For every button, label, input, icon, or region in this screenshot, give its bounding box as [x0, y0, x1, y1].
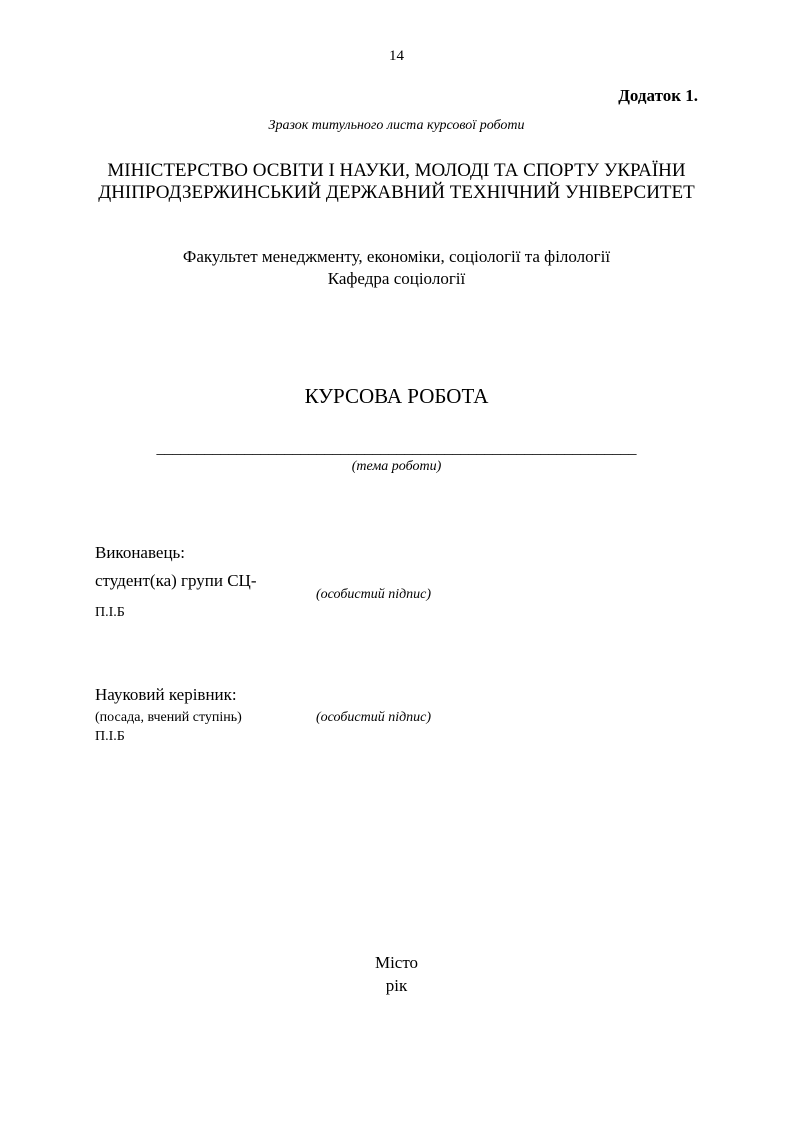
topic-caption: (тема роботи): [351, 459, 442, 474]
student-group: студент(ка) групи СЦ-: [95, 571, 257, 590]
university-heading: ДНІПРОДЗЕРЖИНСЬКИЙ ДЕРЖАВНИЙ ТЕХНІЧНИЙ УНІВЕРСИТЕТ: [98, 182, 695, 203]
supervisor-name: П.І.Б: [95, 729, 125, 744]
city: Місто: [374, 953, 419, 972]
sample-caption: Зразок титульного листа курсової роботи: [268, 118, 525, 133]
page-number: 14: [389, 48, 404, 64]
supervisor-signature-caption: (особистий підпис): [316, 710, 432, 725]
supervisor-position: (посада, вчений ступінь): [95, 710, 242, 725]
faculty-name: Факультет менеджменту, економіки, соціології та філології: [182, 247, 611, 266]
performer-name: П.І.Б: [95, 605, 125, 620]
work-title: КУРСОВА РОБОТА: [304, 384, 489, 408]
department-name: Кафедра соціології: [327, 269, 466, 288]
appendix-label: Додаток 1.: [618, 86, 698, 105]
performer-signature-caption: (особистий підпис): [316, 587, 432, 602]
performer-label: Виконавець:: [95, 543, 186, 562]
ministry-heading: МІНІСТЕРСТВО ОСВІТИ І НАУКИ, МОЛОДІ ТА СПОРТУ УКРАЇНИ: [107, 160, 686, 181]
year: рік: [385, 976, 408, 995]
supervisor-label: Науковий керівник:: [95, 685, 237, 704]
topic-line: ____________________________________________________________: [156, 440, 637, 457]
